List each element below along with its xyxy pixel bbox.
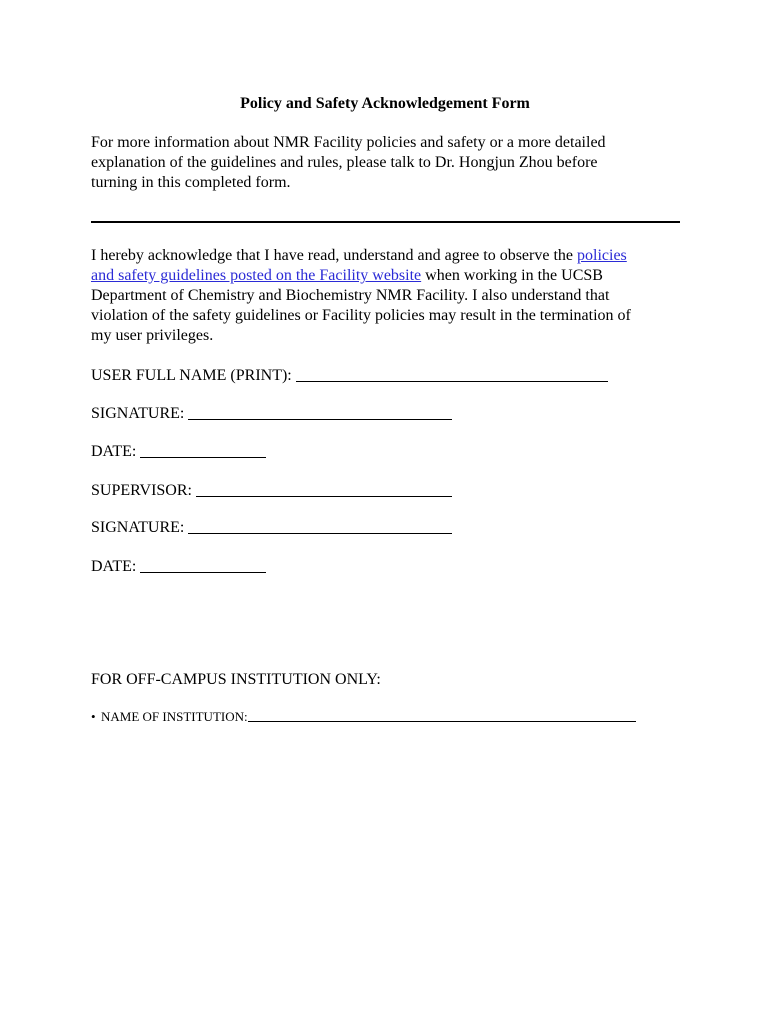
institution-field [91, 709, 636, 725]
date-label: DATE: [91, 443, 137, 460]
intro-paragraph [91, 133, 681, 193]
horizontal-divider [91, 221, 680, 223]
form-title: Policy and Safety Acknowledgement Form [240, 95, 530, 112]
ack-text: I hereby acknowledge that I have read, understand and agree to observe the [91, 247, 578, 264]
ack-line-3: Department of Chemistry and Biochemistry NMR Facility. I also understand that [91, 287, 610, 304]
ack-text: when working in the UCSB [421, 267, 603, 284]
signature-label: SIGNATURE: [91, 519, 185, 536]
user-full-name-field [91, 366, 608, 386]
intro-line: turning in this completed form. [91, 174, 291, 191]
user-full-name-label: USER FULL NAME (PRINT): [91, 367, 292, 384]
date-field-1 [91, 442, 266, 462]
signature-field-1 [91, 404, 452, 424]
off-campus-heading: FOR OFF-CAMPUS INSTITUTION ONLY: [91, 671, 381, 688]
date-blank[interactable] [140, 571, 266, 573]
ack-line-5: my user privileges. [91, 327, 214, 344]
safety-guidelines-link[interactable]: and safety guidelines posted on the Facility website [91, 267, 422, 284]
date-label: DATE: [91, 558, 137, 575]
ack-line-1 [91, 246, 691, 266]
supervisor-field [91, 481, 452, 501]
supervisor-label: SUPERVISOR: [91, 482, 192, 499]
date-blank[interactable] [140, 456, 266, 458]
date-field-2 [91, 557, 266, 577]
supervisor-blank[interactable] [196, 495, 452, 497]
signature-blank[interactable] [188, 418, 452, 420]
ack-line-4: violation of the safety guidelines or Facility policies may result in the termination of [91, 307, 631, 324]
signature-field-2 [91, 518, 452, 538]
institution-label: NAME OF INSTITUTION: [101, 709, 248, 724]
signature-blank[interactable] [188, 532, 452, 534]
bullet-icon: • [91, 709, 96, 724]
policies-link[interactable]: policies [577, 247, 627, 264]
acknowledgement-paragraph [91, 246, 691, 346]
intro-line: explanation of the guidelines and rules, please talk to Dr. Hongjun Zhou before [91, 154, 598, 171]
user-full-name-blank[interactable] [296, 380, 608, 382]
institution-blank[interactable] [248, 720, 636, 722]
ack-line-2 [91, 266, 691, 286]
signature-label: SIGNATURE: [91, 405, 185, 422]
intro-line: For more information about NMR Facility policies and safety or a more detailed [91, 134, 606, 151]
